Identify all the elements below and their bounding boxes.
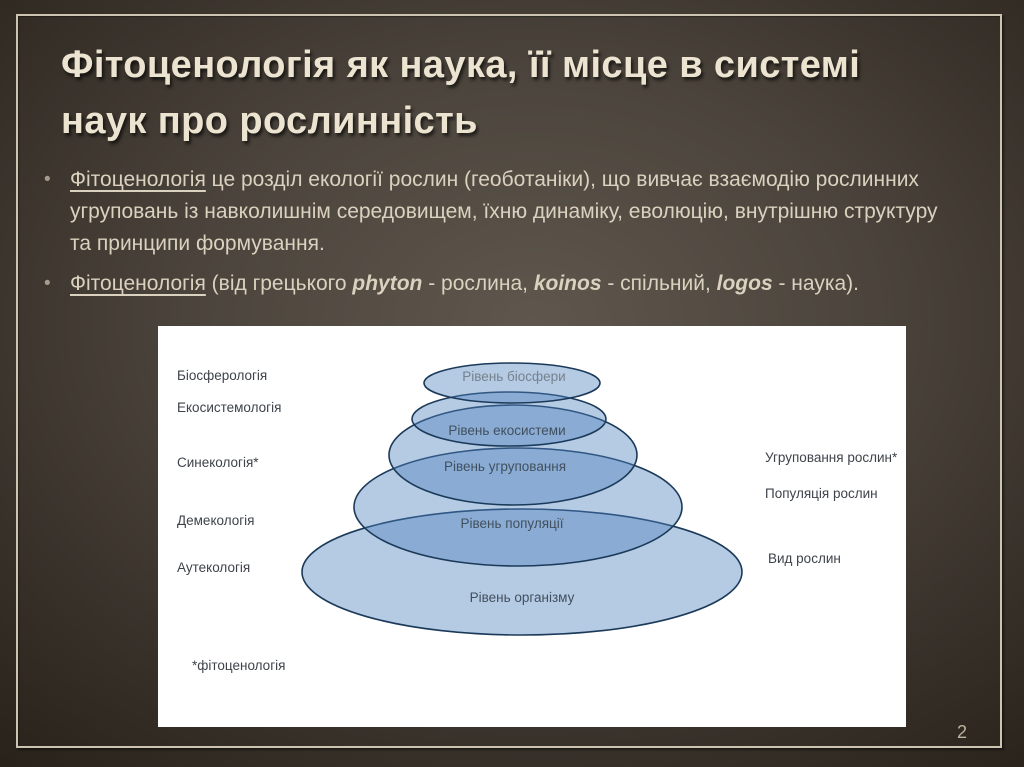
left-label-ecosystemology: Екосистемологія <box>177 400 282 415</box>
diagram-footnote: *фітоценологія <box>192 658 286 673</box>
etymology-segment: - рослина, <box>422 272 534 295</box>
bullet-definition-body: це розділ екології рослин (геоботаніки), що вивчає взаємодію рослинних угруповань із навколишнім середовищем, їхню динаміку, еволюцію, внутрішню структуру та принципи формування. <box>70 168 938 255</box>
level-label-community: Рівень угруповання <box>443 459 567 474</box>
bullet-text-etymology <box>70 268 859 300</box>
term-phytocenology-underlined: Фітоценологія <box>70 168 206 191</box>
level-label-ecosystem: Рівень екосистеми <box>448 423 566 438</box>
etymology-segment: - спільний, <box>601 272 717 295</box>
bullet-list <box>36 164 960 308</box>
left-label-synecology: Синекологія* <box>177 455 259 470</box>
level-label-biosphere: Рівень біосфери <box>462 369 566 384</box>
slide-title <box>61 38 860 150</box>
bullet-marker: • <box>44 273 51 294</box>
bullet-item-definition <box>36 164 960 260</box>
slide-title-line-2: наук про рослинність <box>61 99 478 142</box>
right-label-plant-population: Популяція рослин <box>765 486 878 501</box>
etymology-segment: - наука). <box>772 272 859 295</box>
bullet-text-definition <box>70 164 960 260</box>
right-label-plant-species: Вид рослин <box>768 551 841 566</box>
left-label-biospherology: Біосферологія <box>177 368 268 383</box>
right-label-plant-communities: Угруповання рослин* <box>765 450 898 465</box>
level-label-organism: Рівень організму <box>469 590 575 605</box>
greek-word-phyton: phyton <box>352 272 423 295</box>
greek-word-logos: logos <box>716 272 773 295</box>
etymology-segment: (від грецького <box>205 272 353 295</box>
bullet-item-etymology <box>36 268 960 300</box>
page-number: 2 <box>956 722 967 742</box>
bullet-marker: • <box>44 169 51 190</box>
greek-word-koinos: koinos <box>533 272 602 295</box>
left-label-autecology: Аутекологія <box>177 560 251 575</box>
slide-title-line-1: Фітоценологія як наука, її місце в системі <box>61 44 861 86</box>
level-label-population: Рівень популяції <box>460 516 564 531</box>
term-phytocenology-underlined: Фітоценологія <box>70 272 206 295</box>
diagram-panel <box>158 326 906 727</box>
stacked-venn-diagram <box>158 326 906 727</box>
left-label-demecology: Демекологія <box>177 513 255 528</box>
